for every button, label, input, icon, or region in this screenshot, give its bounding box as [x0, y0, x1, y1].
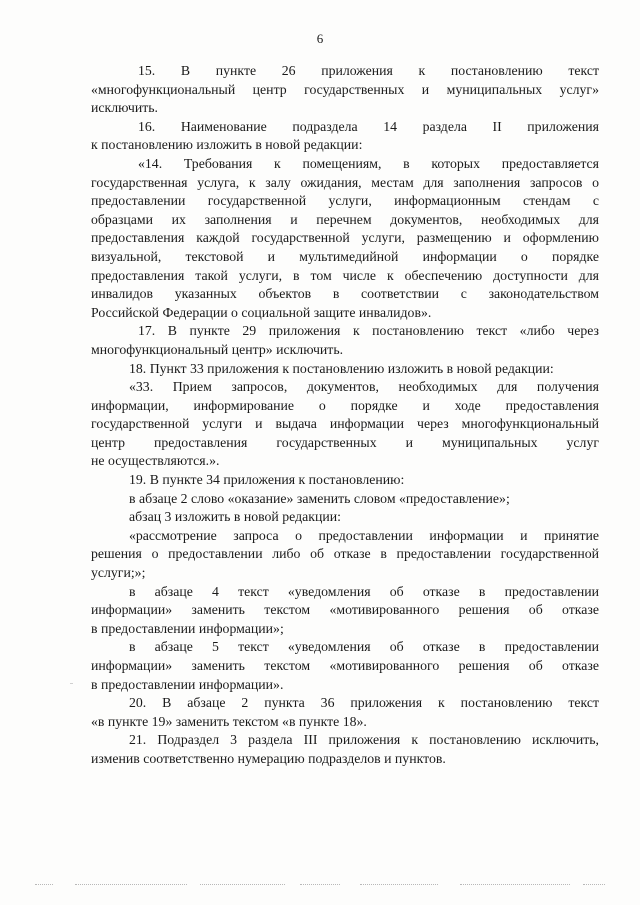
paragraph: [91, 118, 599, 155]
paragraph: [91, 471, 599, 490]
text-line: государственная услуга, к залу ожидания, местам для заполнения запросов о: [91, 174, 599, 190]
text-line: визуальной, текстовой и мультимедийной информации о порядке: [91, 248, 599, 264]
paragraph: [91, 638, 599, 694]
paragraph: [91, 583, 599, 639]
text-line: «рассмотрение запроса о предоставлении информации и принятие: [129, 527, 599, 543]
text-line: «в пункте 19» заменить текстом «в пункте 18».: [91, 713, 367, 729]
text-line: 19. В пункте 34 приложения к постановлению:: [129, 472, 405, 488]
paragraph: [91, 155, 599, 322]
text-line: решения о предоставлении либо об отказе в предоставлении государственной: [91, 546, 599, 562]
paragraph: [91, 508, 599, 527]
text-line: «33. Прием запросов, документов, необходимых для получения: [129, 379, 599, 395]
text-line: предоставления такой услуги, в том числе к обеспечению доступности для: [91, 267, 599, 283]
text-line: абзац 3 изложить в новой редакции:: [129, 509, 341, 525]
text-line: не осуществляются.».: [91, 453, 220, 469]
document-body: [91, 62, 599, 769]
text-line: в абзаце 4 текст «уведомления об отказе в предоставлении: [129, 583, 599, 599]
paragraph: [91, 731, 599, 768]
paragraph: [91, 322, 599, 359]
text-line: инвалидов указанных объектов в соответствии с законодательством: [91, 286, 599, 302]
text-line: информации, информирование о порядке и ходе предоставления: [91, 397, 599, 413]
text-line: предоставлении государственной услуги, информационным стендам с: [91, 193, 599, 209]
text-line: информации» заменить текстом «мотивированного решения об отказе: [91, 602, 599, 618]
text-line: «14. Требования к помещениям, в которых предоставляется: [138, 155, 599, 171]
text-line: 17. В пункте 29 приложения к постановлению текст «либо через: [138, 323, 599, 339]
text-line: центр предоставления государственных и муниципальных услуг: [91, 434, 599, 450]
text-line: Российской Федерации о социальной защите инвалидов».: [91, 304, 432, 320]
text-line: 18. Пункт 33 приложения к постановлению изложить в новой редакции:: [129, 360, 554, 376]
text-line: 15. В пункте 26 приложения к постановлению текст: [138, 63, 599, 78]
text-line: государственной услуги и выдача информации через многофункциональный: [91, 416, 599, 432]
text-line: 21. Подраздел 3 раздела III приложения к постановлению исключить,: [129, 732, 599, 748]
text-line: к постановлению изложить в новой редакции:: [91, 137, 363, 153]
text-line: образцами их заполнения и перечнем документов, необходимых для: [91, 211, 599, 227]
text-line: предоставления каждой государственной услуги, размещению и оформлению: [91, 230, 599, 246]
paragraph: [91, 378, 599, 471]
text-line: многофункциональный центр» исключить.: [91, 341, 344, 357]
text-line: 16. Наименование подраздела 14 раздела II приложения: [138, 118, 599, 134]
paragraph: [91, 490, 599, 509]
text-line: услуги;»;: [91, 565, 146, 581]
text-line: в абзаце 5 текст «уведомления об отказе в предоставлении: [129, 639, 599, 655]
paragraph: [91, 694, 599, 731]
text-line: 20. В абзаце 2 пункта 36 приложения к постановлению текст: [129, 695, 599, 711]
text-line: в абзаце 2 слово «оказание» заменить словом «предоставление»;: [129, 490, 510, 506]
text-line: исключить.: [91, 100, 158, 116]
text-line: «многофункциональный центр государственных и муниципальных услуг»: [91, 81, 599, 97]
text-line: в предоставлении информации».: [91, 676, 284, 692]
scan-speck: [70, 683, 73, 684]
paragraph: [91, 527, 599, 583]
text-line: информации» заменить текстом «мотивированного решения об отказе: [91, 658, 599, 673]
paragraph: [91, 360, 599, 379]
text-line: изменив соответственно нумерацию подразделов и пунктов.: [91, 750, 446, 766]
text-line: в предоставлении информации»;: [91, 620, 284, 636]
paragraph: [91, 62, 599, 118]
page-number: 6: [316, 31, 324, 46]
scan-footer-marks: [35, 882, 605, 888]
